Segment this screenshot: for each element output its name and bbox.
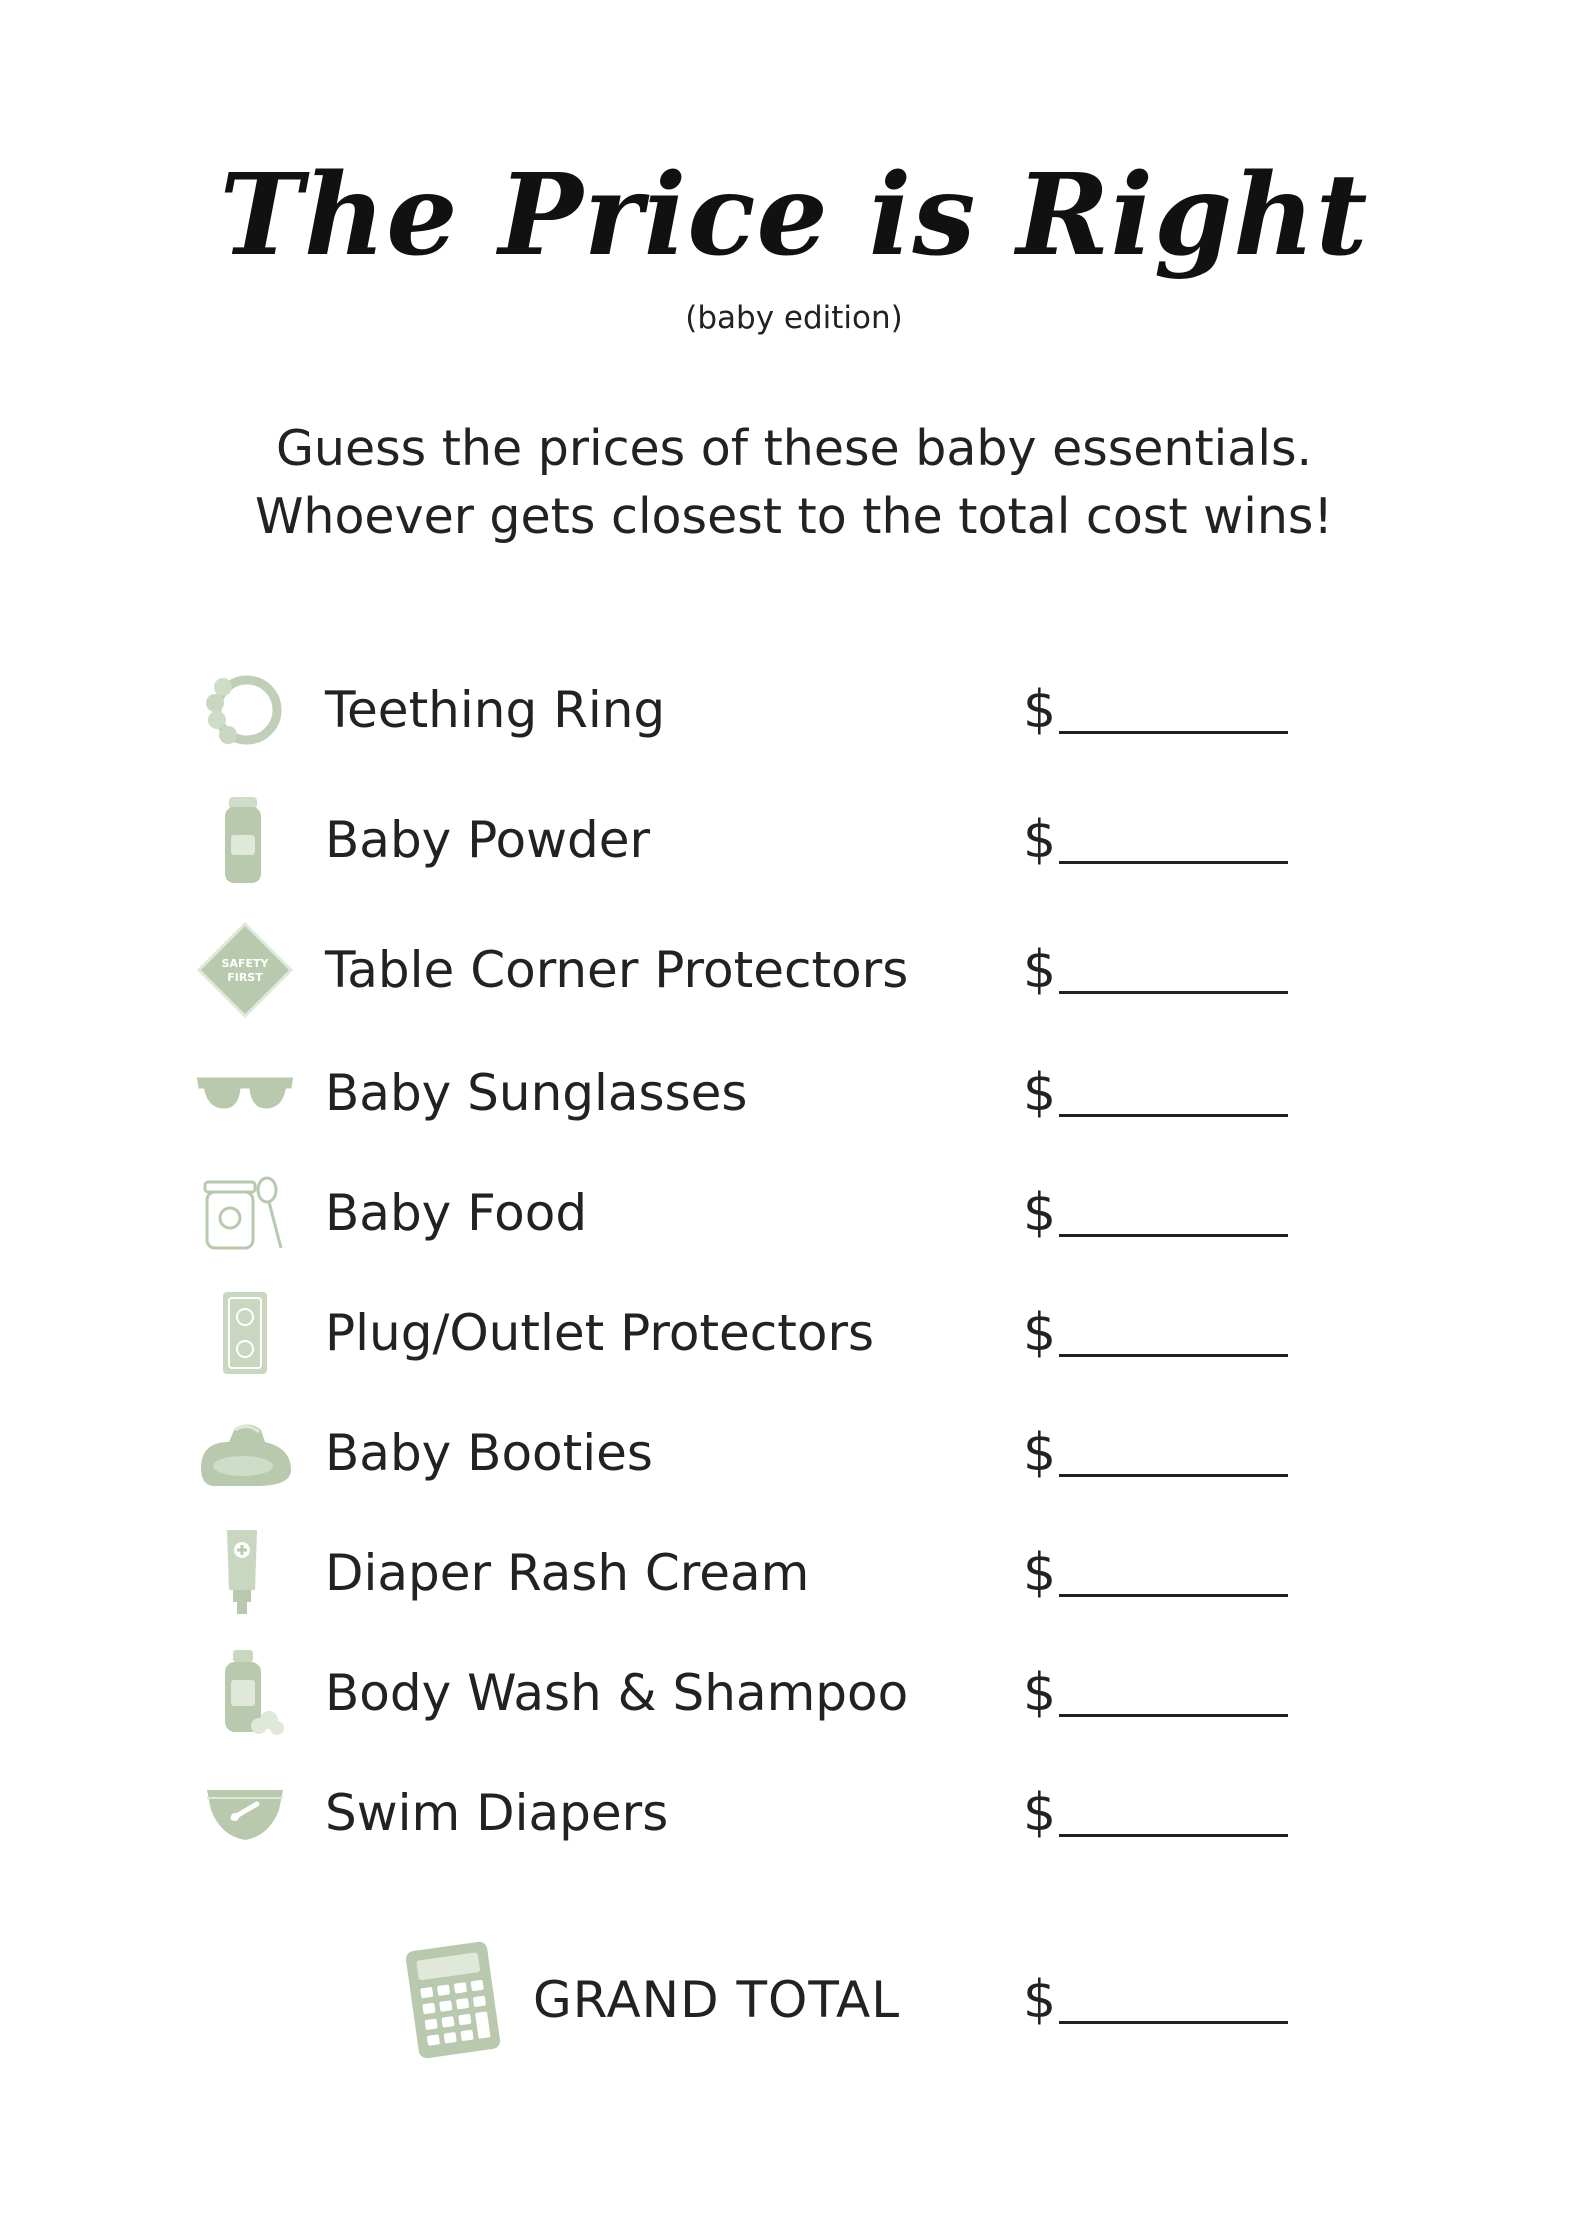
price-blank-line[interactable]: [1059, 1234, 1288, 1237]
item-row-outlet-protectors: [0, 1288, 1588, 1378]
item-label: Baby Booties: [325, 1424, 653, 1482]
price-blank-line[interactable]: [1059, 1474, 1288, 1477]
item-row-baby-powder: [0, 795, 1588, 885]
item-label: Baby Sunglasses: [325, 1064, 748, 1122]
price-field[interactable]: [1023, 665, 1288, 755]
price-blank-line[interactable]: [1059, 2021, 1288, 2024]
teething-ring-icon: [195, 665, 295, 755]
body-wash-bottle-icon: [195, 1648, 295, 1738]
price-blank-line[interactable]: [1059, 861, 1288, 864]
price-field[interactable]: [1023, 795, 1288, 885]
item-row-diaper-rash-cream: [0, 1528, 1588, 1618]
item-row-baby-sunglasses: [0, 1048, 1588, 1138]
price-blank-line[interactable]: [1059, 1354, 1288, 1357]
instructions-line-2: Whoever gets closest to the total cost wins!: [254, 488, 1334, 545]
outlet-icon: [195, 1288, 295, 1378]
price-field[interactable]: [1023, 1648, 1288, 1738]
baby-food-jar-icon: [195, 1168, 295, 1258]
item-row-body-wash-shampoo: [0, 1648, 1588, 1738]
item-label: Diaper Rash Cream: [325, 1544, 810, 1602]
item-row-baby-booties: [0, 1408, 1588, 1498]
item-label: Baby Powder: [325, 811, 651, 869]
price-field[interactable]: [1023, 1528, 1288, 1618]
price-field[interactable]: [1023, 1288, 1288, 1378]
grand-total-price-field[interactable]: [1023, 1955, 1288, 2045]
calculator-icon: [398, 1940, 508, 2060]
instructions: [0, 415, 1588, 551]
grand-total-label: GRAND TOTAL: [533, 1971, 901, 2029]
price-field[interactable]: [1023, 925, 1288, 1015]
dollar-sign: $: [1023, 1663, 1057, 1723]
dollar-sign: $: [1023, 1063, 1057, 1123]
dollar-sign: $: [1023, 680, 1057, 740]
item-label: Body Wash & Shampoo: [325, 1664, 909, 1722]
item-label: Baby Food: [325, 1184, 588, 1242]
diaper-icon: [195, 1768, 295, 1858]
item-row-baby-food: [0, 1168, 1588, 1258]
item-label: Teething Ring: [325, 681, 666, 739]
sunglasses-icon: [195, 1048, 295, 1138]
grand-total-row: [0, 1955, 1588, 2045]
dollar-sign: $: [1023, 1543, 1057, 1603]
item-row-teething-ring: [0, 665, 1588, 755]
dollar-sign: $: [1023, 1970, 1057, 2030]
instructions-line-1: Guess the prices of these baby essentials.: [275, 420, 1313, 477]
item-label: Swim Diapers: [325, 1784, 669, 1842]
baby-powder-icon: [195, 795, 295, 885]
safety-text-line-1: SAFETY: [221, 957, 269, 970]
safety-text-line-2: FIRST: [227, 971, 263, 984]
dollar-sign: $: [1023, 940, 1057, 1000]
dollar-sign: $: [1023, 1423, 1057, 1483]
price-field[interactable]: [1023, 1768, 1288, 1858]
price-blank-line[interactable]: [1059, 1114, 1288, 1117]
price-field[interactable]: [1023, 1168, 1288, 1258]
price-field[interactable]: [1023, 1048, 1288, 1138]
dollar-sign: $: [1023, 1183, 1057, 1243]
item-label: Plug/Outlet Protectors: [325, 1304, 875, 1362]
cream-tube-icon: [195, 1528, 295, 1618]
price-field[interactable]: [1023, 1408, 1288, 1498]
safety-first-sign-icon: [195, 925, 295, 1015]
bootie-icon: [195, 1408, 295, 1498]
page-subtitle: (baby edition): [685, 300, 903, 336]
price-blank-line[interactable]: [1059, 1594, 1288, 1597]
price-blank-line[interactable]: [1059, 1834, 1288, 1837]
dollar-sign: $: [1023, 1783, 1057, 1843]
item-row-table-corner-protectors: [0, 925, 1588, 1015]
item-label: Table Corner Protectors: [325, 941, 909, 999]
price-blank-line[interactable]: [1059, 991, 1288, 994]
dollar-sign: $: [1023, 1303, 1057, 1363]
price-blank-line[interactable]: [1059, 731, 1288, 734]
price-blank-line[interactable]: [1059, 1714, 1288, 1717]
item-row-swim-diapers: [0, 1768, 1588, 1858]
page-title: The Price is Right: [219, 150, 1369, 281]
dollar-sign: $: [1023, 810, 1057, 870]
